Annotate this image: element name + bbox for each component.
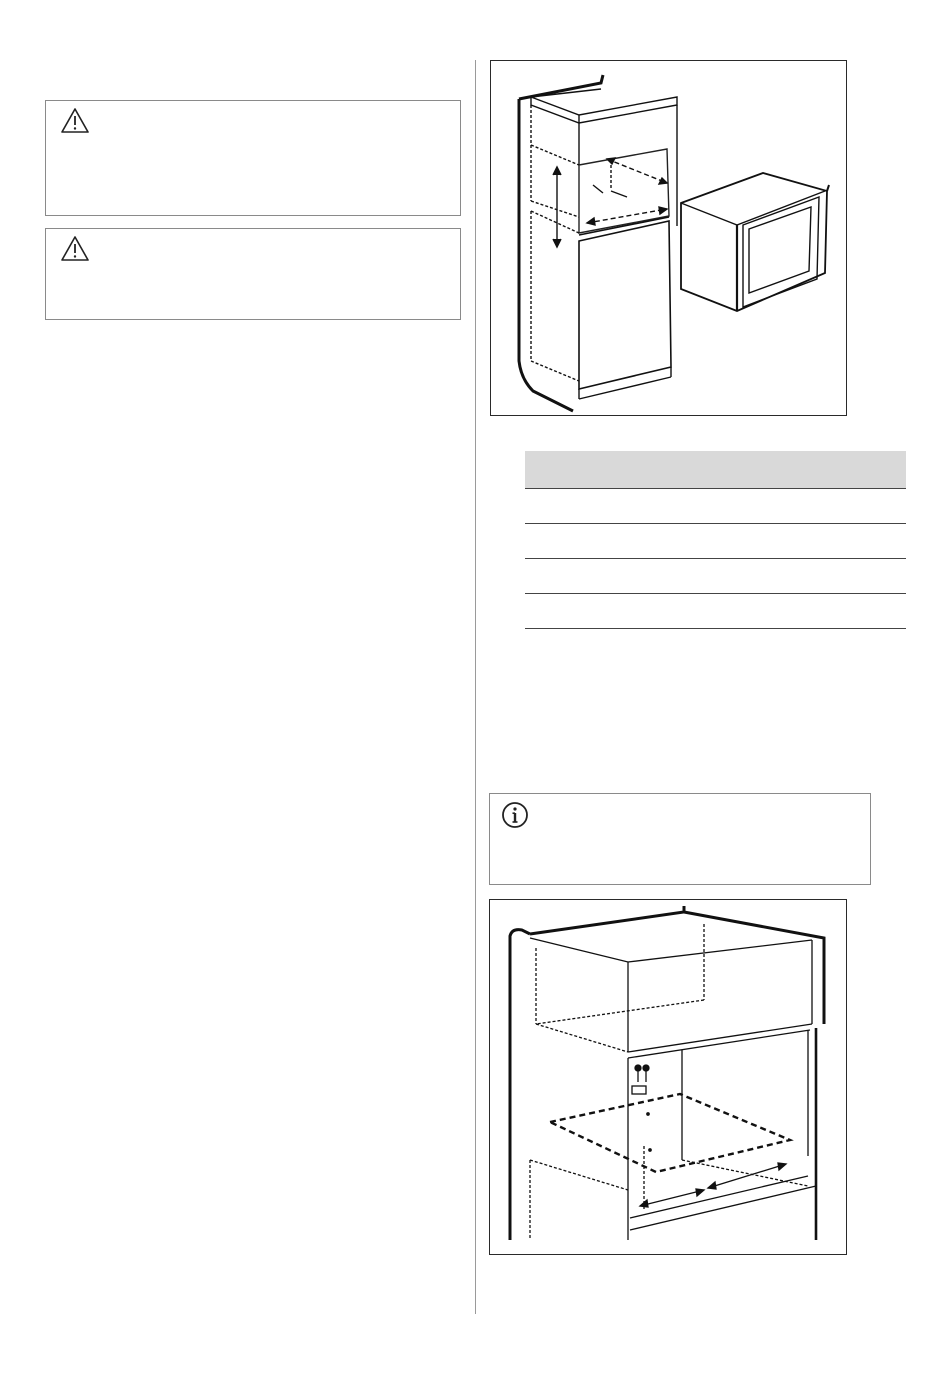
dimensions-table — [525, 451, 906, 629]
cabinet-microwave-illustration — [491, 61, 848, 417]
table-row — [525, 594, 906, 629]
warning-box-1 — [45, 100, 461, 216]
info-box — [489, 793, 871, 885]
figure-cabinet-microwave — [490, 60, 847, 416]
warning-triangle-icon — [60, 235, 90, 263]
table-row — [525, 524, 906, 559]
table-row — [525, 489, 906, 524]
info-circle-icon — [500, 800, 530, 830]
warning-box-2 — [45, 228, 461, 320]
figure-cabinet-mounting — [489, 899, 847, 1255]
table-header-row — [525, 451, 906, 489]
column-divider — [475, 60, 476, 1314]
table-row — [525, 559, 906, 594]
warning-triangle-icon — [60, 107, 90, 135]
cabinet-mounting-illustration — [490, 900, 848, 1256]
